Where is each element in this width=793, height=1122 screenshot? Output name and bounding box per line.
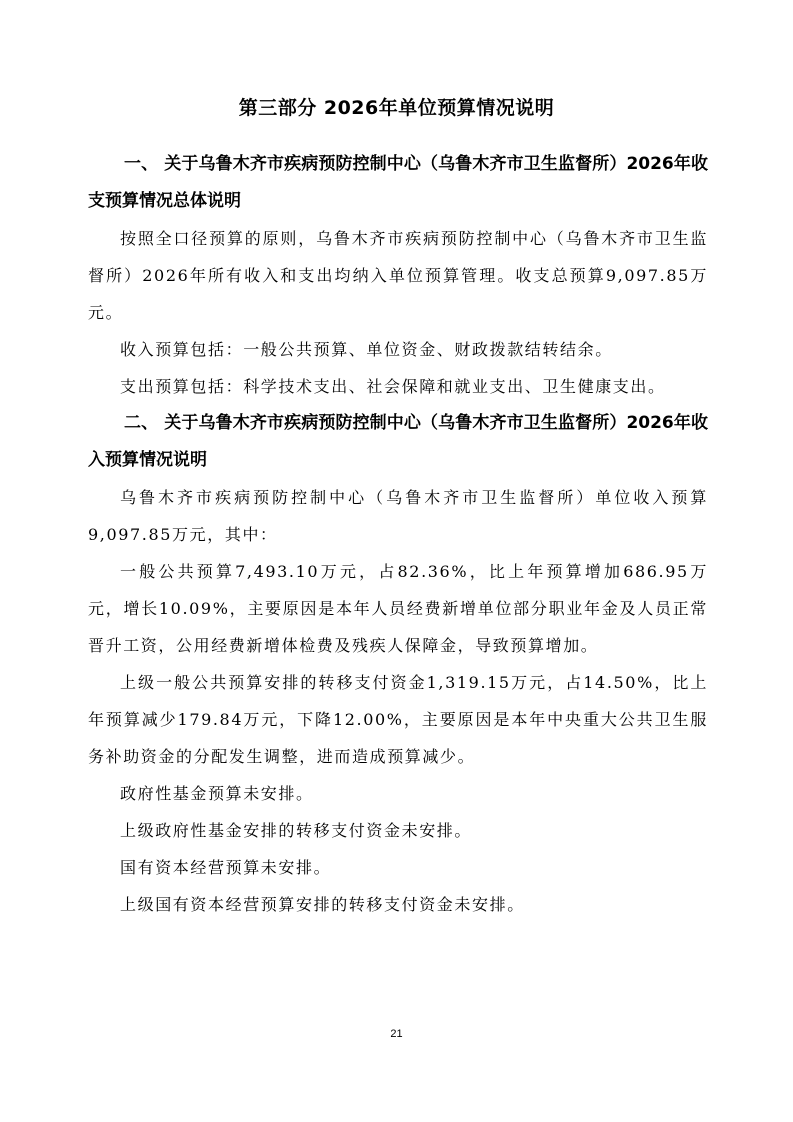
body-paragraph: 国有资本经营预算未安排。	[120, 858, 332, 877]
body-paragraph: 上级一般公共预算安排的转移支付资金1,319.15万元，占14.50%，比上年预算减少179.84万元，下降12.00%，主要原因是本年中央重大公共卫生服务补助资金的分配发生调整，进而造成预算减少。	[88, 673, 708, 766]
section-heading: 一、 关于乌鲁木齐市疾病预防控制中心（乌鲁木齐市卫生监督所）2026年收支预算情况总体说明	[88, 154, 708, 211]
section-overall-budget	[88, 146, 708, 405]
body-paragraph: 上级政府性基金安排的转移支付资金未安排。	[120, 821, 473, 840]
body-paragraph: 支出预算包括：科学技术支出、社会保障和就业支出、卫生健康支出。	[120, 377, 666, 396]
section-heading: 二、 关于乌鲁木齐市疾病预防控制中心（乌鲁木齐市卫生监督所）2026年收入预算情况说明	[88, 413, 708, 470]
body-paragraph: 收入预算包括：一般公共预算、单位资金、财政拨款结转结余。	[120, 340, 613, 359]
page-title: 第三部分 2026年单位预算情况说明	[238, 97, 555, 119]
body-paragraph: 按照全口径预算的原则，乌鲁木齐市疾病预防控制中心（乌鲁木齐市卫生监督所）2026年所有收入和支出均纳入单位预算管理。收支总预算9,097.85万元。	[88, 229, 708, 322]
body-paragraph: 乌鲁木齐市疾病预防控制中心（乌鲁木齐市卫生监督所）单位收入预算9,097.85万元，其中：	[88, 488, 708, 544]
body-paragraph: 上级国有资本经营预算安排的转移支付资金未安排。	[120, 895, 525, 914]
page-number: 21	[390, 1028, 403, 1040]
body-paragraph: 政府性基金预算未安排。	[120, 784, 314, 803]
document-body	[88, 146, 708, 923]
body-paragraph: 一般公共预算7,493.10万元，占82.36%，比上年预算增加686.95万元，增长10.09%，主要原因是本年人员经费新增单位部分职业年金及人员正常晋升工资，公用经费新增体检费及残疾人保障金，导致预算增加。	[88, 562, 708, 655]
section-income-budget	[88, 405, 708, 923]
